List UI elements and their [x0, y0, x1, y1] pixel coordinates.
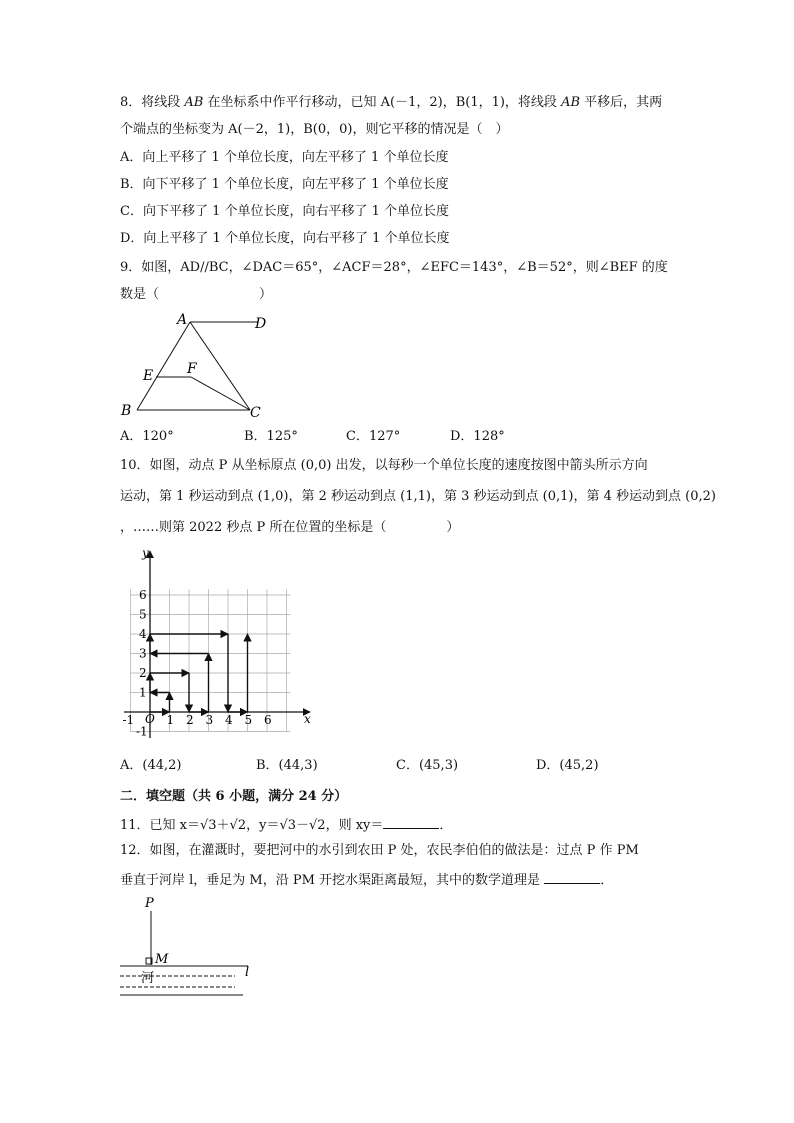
- section2-title: 二．填空题（共 6 小题，满分 24 分）: [120, 789, 348, 804]
- q9-line1: 9．如图，AD//BC，∠DAC＝65°，∠ACF＝28°，∠EFC＝143°，∠B＝52°，则∠BEF 的度: [120, 260, 668, 275]
- q9-label-f: F: [187, 361, 197, 377]
- q9-label-a: A: [177, 312, 188, 328]
- q9-segment-ab: [137, 322, 190, 410]
- q8-text-c: 平移后，其两: [580, 95, 663, 110]
- q9-option-d: D．128°: [450, 429, 505, 444]
- q9-close-paren: ）: [259, 287, 273, 302]
- q10-axis-y-label: y: [142, 546, 149, 560]
- q9-label-d: D: [255, 316, 267, 332]
- q11-period: ．: [439, 818, 453, 833]
- q9-segment-ac: [190, 322, 250, 410]
- q9-stem: 数是（: [120, 287, 160, 302]
- q10-axis-x-label: x: [304, 712, 311, 726]
- q9-label-c: C: [250, 405, 261, 421]
- x-tick-label: -1: [122, 713, 135, 727]
- q12-line1: 12．如图，在灌溉时，要把河中的水引到农田 P 处，农民李伯伯的做法是：过点 P 作 PM: [120, 843, 639, 858]
- q12-label-p: P: [145, 896, 154, 911]
- q8-option-c: C．向下平移了 1 个单位长度，向右平移了 1 个单位长度: [120, 204, 450, 219]
- x-tick-label: 5: [244, 713, 253, 727]
- q9-option-a: A．120°: [120, 429, 174, 444]
- y-tick-label: 4: [139, 627, 147, 641]
- y-tick-label: -1: [136, 724, 148, 739]
- q10-option-c: C．(45,3): [396, 758, 459, 773]
- q8-line1: [120, 94, 662, 112]
- y-tick-label: 6: [139, 588, 147, 602]
- q10-origin-label: O: [145, 712, 155, 726]
- x-tick-label: 1: [166, 713, 175, 727]
- q8-ab: AB: [184, 95, 204, 110]
- x-tick-label: 2: [186, 713, 194, 727]
- q12-river-figure: [115, 893, 265, 1003]
- q9-line2: [120, 286, 272, 304]
- x-tick-label: 4: [225, 713, 233, 727]
- q12-line2: [120, 870, 613, 890]
- q10-axes: [124, 551, 310, 738]
- q10-option-a: A．(44,2): [120, 758, 182, 773]
- q12-answer-blank[interactable]: [544, 870, 600, 884]
- q11-stem: 11．已知 x＝√3＋√2，y＝√3－√2，则 xy＝: [120, 818, 384, 833]
- q9-triangle-figure: [115, 310, 315, 420]
- q8-text-a: 8．将线段: [120, 95, 185, 110]
- q8-text-b: 在坐标系中作平行移动，已知 A(－1，2)，B(1，1)，将线段: [203, 95, 562, 110]
- q12-label-m: M: [155, 952, 169, 967]
- q12-label-river: 河: [141, 971, 155, 986]
- y-tick-label: 1: [139, 685, 147, 700]
- x-tick-label: 3: [205, 713, 214, 727]
- q9-segment-fc: [191, 377, 250, 410]
- x-tick-label: 6: [264, 713, 272, 727]
- q8-option-a: A．向上平移了 1 个单位长度，向左平移了 1 个单位长度: [120, 150, 449, 165]
- q8-option-d: D．向上平移了 1 个单位长度，向右平移了 1 个单位长度: [120, 231, 450, 246]
- q10-close-paren: ）: [446, 520, 460, 535]
- q10-line1: 10．如图，动点 P 从坐标原点 (0,0) 出发，以每秒一个单位长度的速度按图中箭头所示方向: [120, 458, 648, 473]
- q11-line: [120, 815, 452, 835]
- q9-label-e: E: [143, 368, 154, 384]
- q12-period: ．: [600, 873, 614, 888]
- q10-line3: [120, 519, 459, 537]
- q10-line2: 运动，第 1 秒运动到点 (1,0)，第 2 秒运动到点 (1,1)，第 3 秒运动到点 (0,1)，第 4 秒运动到点 (0,2): [120, 489, 716, 504]
- q11-answer-blank[interactable]: [383, 815, 439, 829]
- q8-option-b: B．向下平移了 1 个单位长度，向左平移了 1 个单位长度: [120, 177, 449, 192]
- q8-line2: 个端点的坐标变为 A(－2，1)，B(0，0)，则它平移的情况是（ ）: [120, 122, 509, 137]
- y-tick-label: 5: [139, 607, 147, 622]
- q12-stem: 垂直于河岸 l，垂足为 M，沿 PM 开挖水渠距离最短，其中的数学道理是: [120, 873, 541, 888]
- y-tick-label: 2: [139, 666, 147, 680]
- q10-option-b: B．(44,3): [256, 758, 318, 773]
- q10-stem: ，……则第 2022 秒点 P 所在位置的坐标是（: [120, 520, 387, 535]
- q12-label-l: l: [245, 965, 250, 980]
- y-tick-label: 3: [139, 646, 147, 661]
- q10-grid: [131, 589, 291, 731]
- q9-option-b: B．125°: [244, 429, 298, 444]
- q9-option-c: C．127°: [346, 429, 401, 444]
- q10-coordinate-figure: [120, 545, 320, 745]
- q10-option-d: D．(45,2): [536, 758, 599, 773]
- q8-ab2: AB: [561, 95, 581, 110]
- q9-label-b: B: [121, 403, 132, 419]
